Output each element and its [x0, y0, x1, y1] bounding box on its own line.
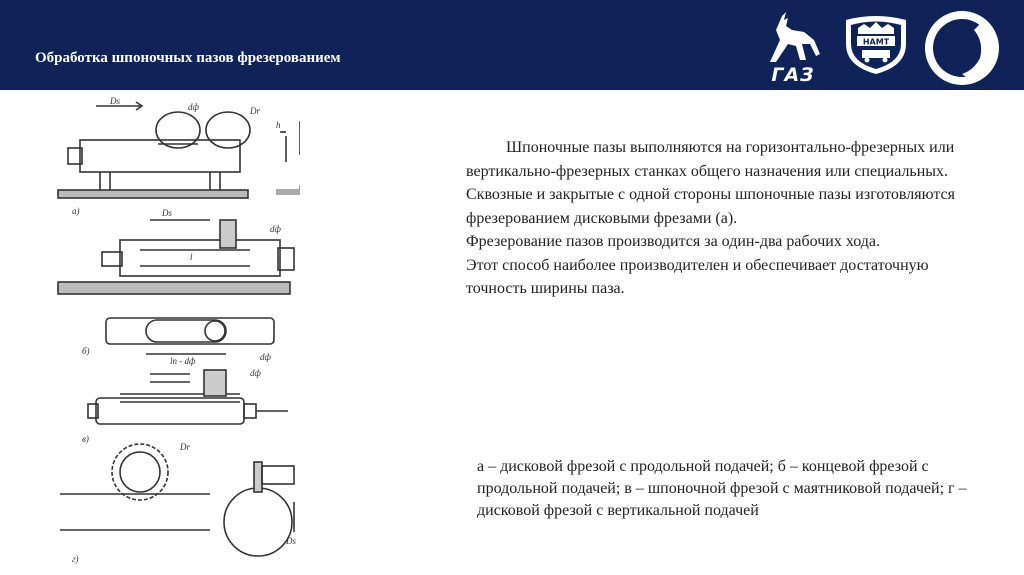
label-v: в)	[82, 434, 89, 444]
figure-caption: а – дисковой фрезой с продольной подачей; б – концевой фрезой с продольной подачей; в – шпоночной фрезой с маятниковой подачей; г – дисковой фрезой с вертикальной подачей	[477, 458, 967, 519]
milling-diagram	[50, 92, 300, 570]
label-l-b: l	[190, 252, 193, 262]
label-ds-g: Ds	[286, 536, 297, 546]
label-g: г)	[72, 554, 79, 564]
label-dф-b: dф	[270, 224, 281, 234]
label-dф-a: dф	[188, 102, 199, 112]
label-ds-a: Ds	[110, 96, 121, 106]
label-dф-b2: dф	[260, 352, 271, 362]
header-bar	[0, 0, 1024, 90]
paragraph-1: Шпоночные пазы выполняются на горизонтально-фрезерных или вертикально-фрезерных станках общего назначения или специальных.	[466, 139, 955, 180]
gaz-logo-text: ГАЗ	[771, 64, 815, 86]
paragraph-3: Фрезерование пазов производится за один-два рабочих хода.	[466, 233, 881, 250]
label-l-minus-d: lп - dф	[170, 356, 196, 366]
label-h-a: h	[276, 120, 281, 130]
namt-shield-logo	[840, 14, 912, 76]
label-dr-a: Dr	[250, 106, 261, 116]
page-title: Обработка шпоночных пазов фрезерованием	[35, 50, 341, 66]
diagram-v	[82, 368, 288, 444]
label-dr-g: Dr	[180, 442, 191, 452]
diagram-g	[60, 442, 296, 564]
deer-icon	[762, 10, 824, 66]
label-a: а)	[72, 206, 80, 216]
main-text	[466, 136, 986, 301]
paragraph-4: Этот способ наиболее производителен и обеспечивает достаточную точность ширины паза.	[466, 256, 929, 297]
shield-text: НАМТ	[862, 37, 890, 47]
gaz-logo	[762, 10, 824, 86]
label-ds-b: Ds	[162, 208, 173, 218]
label-b: б)	[82, 346, 90, 356]
diagram-a	[58, 96, 300, 216]
label-dф-v: dф	[250, 368, 261, 378]
round-emblem-logo	[922, 8, 1002, 88]
diagram-b	[58, 208, 294, 366]
paragraph-2: Сквозные и закрытые с одной стороны шпоночные пазы изготовляются фрезерованием дисковыми фрезами (а).	[466, 186, 955, 227]
